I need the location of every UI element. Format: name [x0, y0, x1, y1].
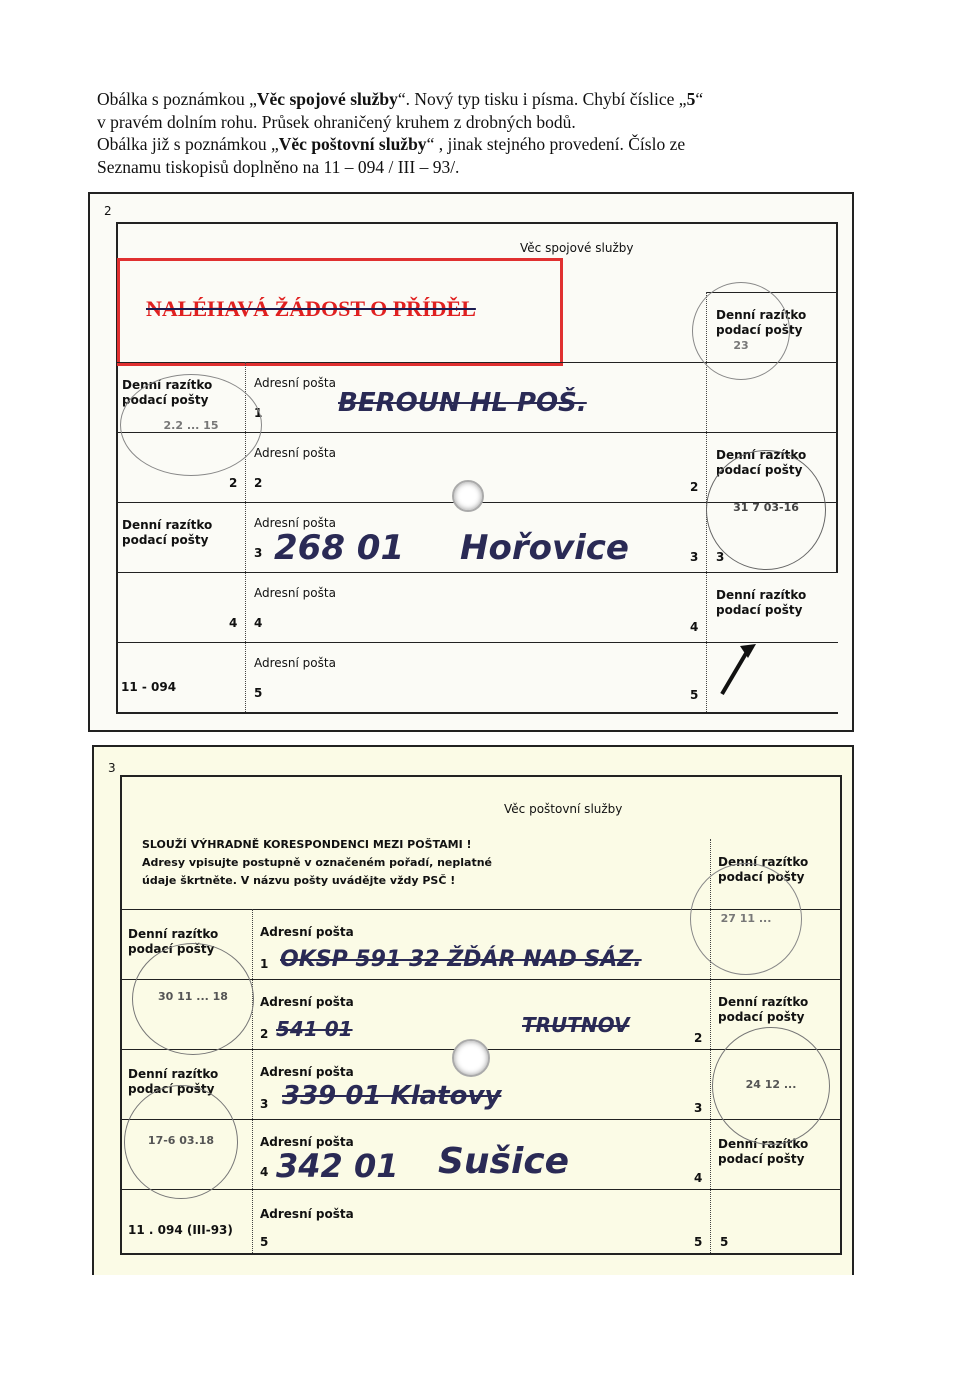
envelope-1 [88, 192, 854, 732]
row-num-1: 1 [254, 406, 263, 420]
postmark-stamp [692, 282, 790, 380]
row-num-right-2: 2 [690, 480, 699, 494]
form-number: 11 . 094 (III-93) [128, 1223, 233, 1237]
row-num-4: 4 [254, 616, 263, 630]
handwritten-row3-place: Hořovice [460, 528, 629, 568]
address-label-5: Adresní pošta [254, 656, 336, 670]
row-num-right-3: 3 [694, 1101, 703, 1115]
address-label-3: Adresní pošta [260, 1065, 354, 1079]
row-num-r3: 3 [716, 550, 725, 564]
row-num-3: 3 [254, 546, 263, 560]
row-num-2: 2 [254, 476, 263, 490]
postmark-text: 30 11 ... 18 [158, 990, 228, 1003]
handwritten-row2-place: TRUTNOV [522, 1013, 630, 1037]
postmark-text: 31 7 03-16 [733, 501, 799, 514]
handwritten-row1: BEROUN HL POŠ. [338, 388, 587, 418]
handwritten-row4-place: Sušice [438, 1141, 570, 1182]
stamp-label-1: Denní razítko podací pošty [122, 378, 213, 407]
postmark-stamp [132, 943, 254, 1055]
punch-hole [452, 1039, 490, 1077]
row-num-right-5: 5 [694, 1235, 703, 1249]
envelope-2 [92, 745, 854, 1275]
arrow-mark [718, 638, 758, 698]
envelope-header: Věc spojové služby [520, 241, 634, 255]
address-label-2: Adresní pošta [260, 995, 354, 1009]
form-number: 11 - 094 [121, 680, 177, 694]
row-num-left-2: 2 [229, 476, 238, 490]
intro-line-1: Obálka s poznámkou „Věc spojové služby“. Nový typ tisku i písma. Chybí číslice „5“ [97, 89, 704, 109]
row-num-right-4: 4 [690, 620, 699, 634]
punch-hole [452, 480, 484, 512]
row-num-4: 4 [260, 1165, 269, 1179]
handwritten-row2-code: 541 01 [276, 1017, 353, 1041]
postmark-text: 24 12 ... [745, 1078, 797, 1091]
row-num-right-4: 4 [694, 1171, 703, 1185]
row-num-5: 5 [254, 686, 263, 700]
handwritten-row3-code: 268 01 [274, 528, 405, 568]
intro-text [97, 88, 847, 178]
row-num-right-5: 5 [690, 688, 699, 702]
postmark-text: 2.2 ... 15 [163, 419, 219, 432]
postmark-text: 27 11 ... [720, 912, 772, 925]
row-num-r5: 5 [720, 1235, 729, 1249]
address-label-4: Adresní pošta [260, 1135, 354, 1149]
stamp-label-3: Denní razítko podací pošty [122, 518, 213, 547]
row-num-left-4: 4 [229, 616, 238, 630]
address-label-4: Adresní pošta [254, 586, 336, 600]
row-num-2: 2 [260, 1027, 269, 1041]
handwritten-row3: 339 01 Klatovy [282, 1081, 502, 1111]
stamp-label-r4: Denní razítko podací pošty [718, 1137, 809, 1166]
stamp-label-r2: Denní razítko podací pošty [716, 448, 807, 477]
address-label-1: Adresní pošta [260, 925, 354, 939]
postmark-text: 17-6 03.18 [147, 1134, 215, 1147]
address-label-5: Adresní pošta [260, 1207, 354, 1221]
red-stamp-text: NALÉHAVÁ ŽÁDOST O PŘÍDĚL [146, 296, 476, 321]
intro-line-2: v pravém dolním rohu. Průsek ohraničený kruhem z drobných bodů. [97, 111, 576, 132]
row-num-3: 3 [260, 1097, 269, 1111]
postmark-stamp [706, 450, 826, 570]
stamp-label-r4: Denní razítko podací pošty [716, 588, 807, 617]
corner-number: 2 [104, 204, 112, 218]
handwritten-row4-code: 342 01 [276, 1147, 399, 1185]
notice-line-2: Adresy vpisujte postupně v označeném pořadí, neplatné [142, 856, 493, 869]
stamp-label-1: Denní razítko podací pošty [128, 927, 219, 956]
stamp-label-r2: Denní razítko podací pošty [718, 995, 809, 1024]
handwritten-row1: OKSP 591 32 ŽĎÁR NAD SÁZ. [280, 947, 642, 972]
intro-line-3: Obálka již s poznámkou „Věc poštovní služby“ , jinak stejného provedení. Číslo ze [97, 134, 686, 154]
corner-number: 3 [108, 761, 116, 775]
row-num-5: 5 [260, 1235, 269, 1249]
notice-line-3: údaje škrtněte. V názvu pošty uvádějte vždy PSČ ! [142, 874, 456, 887]
row-num-1: 1 [260, 957, 269, 971]
row-num-right-2: 2 [694, 1031, 703, 1045]
envelope-header: Věc poštovní služby [504, 802, 623, 816]
address-label-2: Adresní pošta [254, 446, 336, 460]
postmark-stamp [690, 863, 802, 975]
stamp-label-r1: Denní razítko podací pošty [718, 855, 809, 884]
intro-line-4: Seznamu tiskopisů doplněno na 11 – 094 / III – 93/. [97, 156, 460, 177]
row-num-right-3: 3 [690, 550, 699, 564]
postmark-text: 23 [733, 339, 749, 352]
address-label-1: Adresní pošta [254, 376, 336, 390]
postmark-stamp [124, 1085, 238, 1199]
address-label-3: Adresní pošta [254, 516, 336, 530]
notice-line-1: SLOUŽÍ VÝHRADNĚ KORESPONDENCI MEZI POŠTAMI ! [142, 838, 472, 851]
stamp-label-3: Denní razítko podací pošty [128, 1067, 219, 1096]
postmark-stamp [712, 1027, 830, 1145]
stamp-label-r1: Denní razítko podací pošty [716, 308, 807, 337]
postmark-stamp [120, 374, 262, 476]
